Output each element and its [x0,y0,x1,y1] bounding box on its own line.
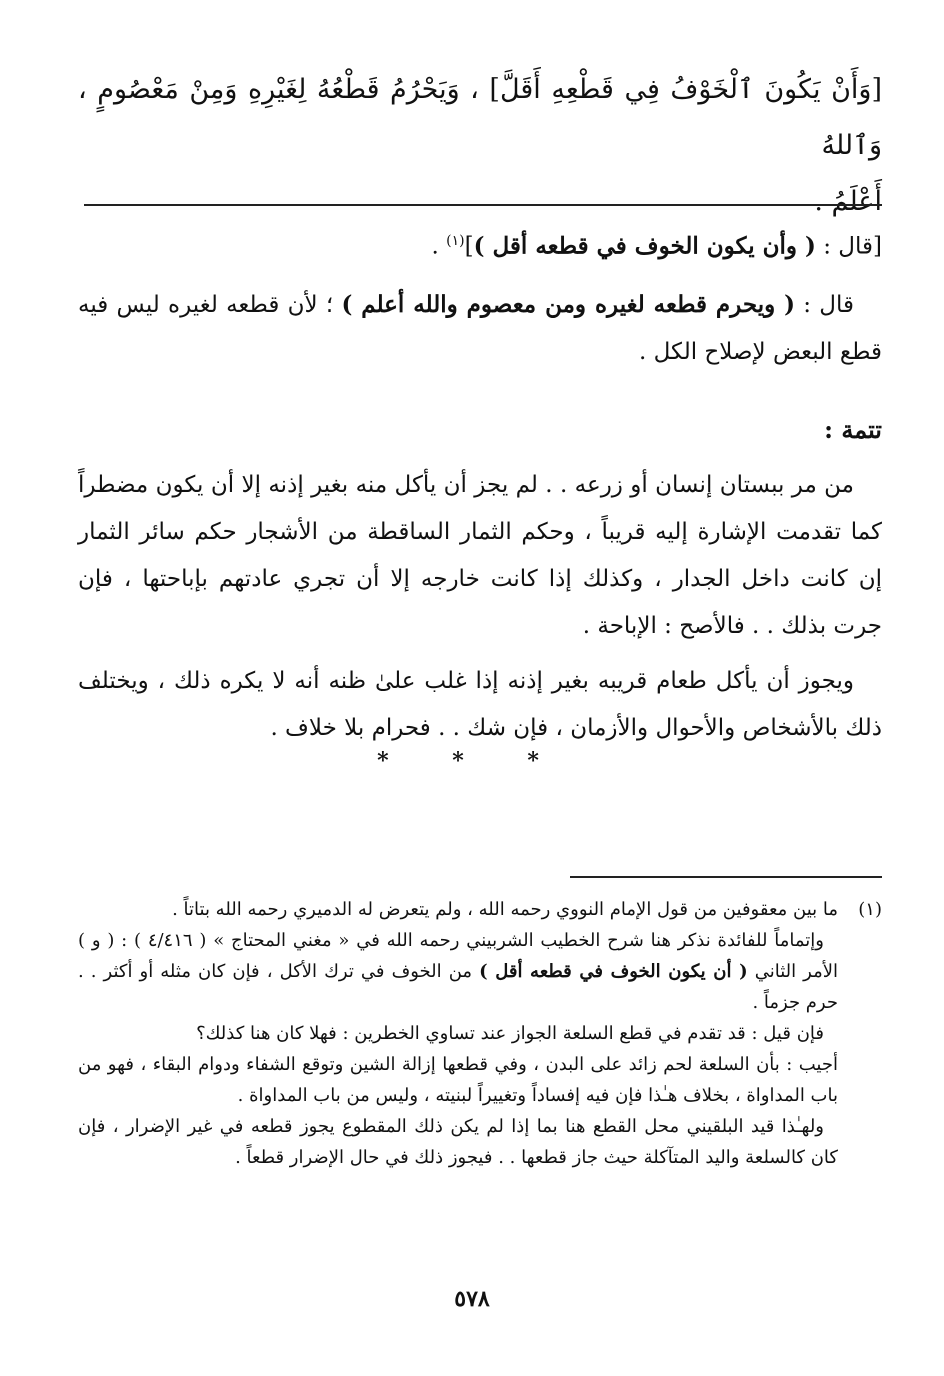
footnote-1-paragraph-4: أجيب : بأن السلعة لحم زائد على البدن ، وفي قطعها إزالة الشين وتوقع الشفاء ودوام البقاء ، فهو من باب المداواة ، بخلاف هـٰذا فإن فيه إفساداً وتغييراً لبنيته ، وليس من باب المداواة . [78,1054,838,1106]
tatimma-text [78,462,882,752]
footnote-p2-text-b: من الخوف في ترك الأكل ، فإن كان مثله أو أكثر . . حرم جزماً . [78,961,838,1013]
footnote-1-paragraph-5: ولهـٰذا قيد البلقيني محل القطع هنا بما إذا لم يكن ذلك المقطوع يجوز قطعه في غير الإضرار ، فإن كان كالسلعة واليد المتآكلة حيث جاز قطعها . . فيجوز ذلك في حال الإضرار قطعاً . [78,1116,838,1168]
footnote-p2-quote: ( أن يكون الخوف في قطعه أقل ) [479,961,748,982]
footnote-1-line-1 [78,894,882,925]
page-number: ٥٧٨ [454,1286,490,1312]
footnote-1-paragraph-2 [78,925,882,1018]
sharh-text [78,218,882,376]
sharh-paragraph-1 [78,218,882,271]
sharh-p2-suffix: ؛ لأن قطعه لغيره ليس فيه قطع البعض لإصلاح الكل . [78,291,882,365]
matn-line-1: [وَأَنْ يَكُونَ ٱلْخَوْفُ فِي قَطْعِهِ أَقَلَّ] ، وَيَحْرُمُ قَطْعُهُ لِغَيْرِهِ وَمِنْ مَعْصُومٍ ، وَٱللهُ [78,74,882,161]
footnote-1-paragraph-3: فإن قيل : قد تقدم في قطع السلعة الجواز عند تساوي الخطرين : فهلا كان هنا كذلك؟ [196,1023,824,1044]
section-separator: * * * [377,748,567,774]
footnote-p2-text-a: وإتماماً للفائدة نذكر هنا شرح الخطيب الشربيني رحمه الله في « مغني المحتاج » ( ٤/٤١٦ ) : ( و ) الأمر الثاني [78,930,839,982]
footnote-reference[interactable]: (١) [446,233,465,249]
tatimma-paragraph-1: من مر ببستان إنسان أو زرعه . . لم يجز أن يأكل منه بغير إذنه إلا أن يكون مضطراً كما تقدمت الإشارة إليه قريباً ، وحكم الثمار الساقطة من الأشجار حكم سائر الثمار إن كانت داخل الجدار ، وكذلك إذا كانت خارجه إلا أن تجري عادتهم بإباحتها ، فإن جرت بذلك . . فالأصح : الإباحة . [78,472,882,639]
matn-divider [84,204,882,206]
matn-line-2: أَعْلَمُ . [814,186,882,217]
footnote-number: (١) [858,899,882,920]
footnote-1-text: ما بين معقوفين من قول الإمام النووي رحمه الله ، ولم يتعرض له الدميري رحمه الله بتاتاً . [172,899,838,920]
sharh-p2-quote: ( ويحرم قطعه لغيره ومن معصوم والله أعلم ) [341,290,796,318]
sharh-paragraph-2 [78,281,882,376]
paragraph-gap [78,271,882,281]
sharh-p2-prefix: قال : [795,291,854,318]
tatimma-paragraph-2: ويجوز أن يأكل طعام قريبه بغير إذنه إذا غلب علىٰ ظنه أنه لا يكره ذلك ، ويختلف ذلك بالأشخاص والأحوال والأزمان ، فإن شك . . فحرام بلا خلاف . [78,668,882,741]
sharh-p1-quote: ( وأن يكون الخوف في قطعه أقل ) [473,232,816,260]
footnotes [78,894,882,1173]
sharh-p1-prefix: [قال : [815,233,882,260]
section-heading: تتمة : [824,415,882,444]
sharh-p1-end: . [431,233,447,260]
sharh-p1-suffix: ] [464,233,474,260]
footnote-divider [570,876,882,878]
